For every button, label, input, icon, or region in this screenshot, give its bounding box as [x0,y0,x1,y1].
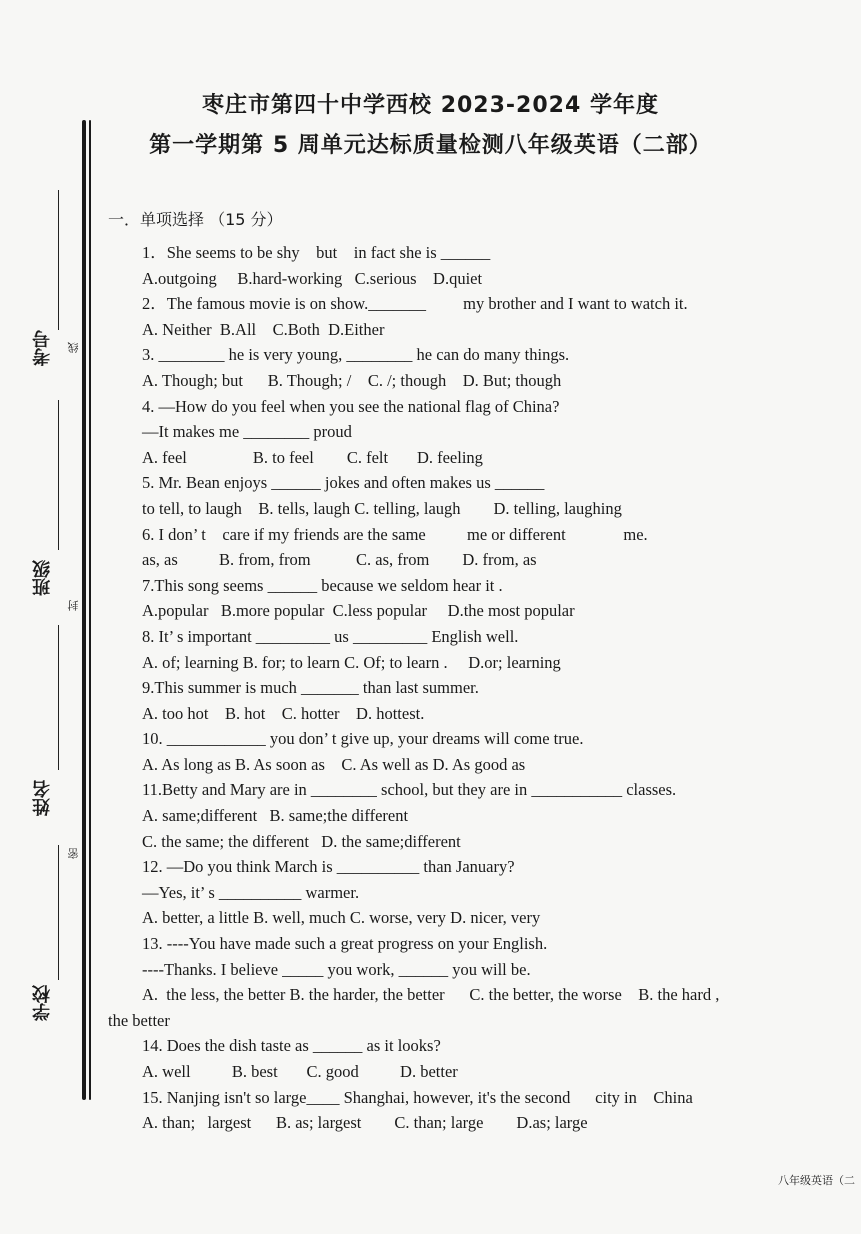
question-line: A.popular B.more popular C.less popular D.the most popular [142,601,575,621]
question-line: C. the same; the different D. the same;different [142,831,461,851]
question-line: 9.This summer is much _______ than last summer. [142,678,479,698]
side-label-class: 班级 [32,560,53,596]
question-line: A. feel B. to feel C. felt D. feeling [142,447,483,467]
binding-margin-line-thin [89,120,91,1100]
question-line: as, as B. from, from C. as, from D. from, as [142,550,537,570]
side-mark-feng: 封 [67,600,80,611]
side-mark-xian: 线 [67,342,80,353]
question-line: A. the less, the better B. the harder, the better C. the better, the worse B. the hard , [142,985,720,1005]
side-blank-school [58,845,59,980]
question-list [108,240,808,1136]
side-blank-name [58,625,59,770]
question-line: A. better, a little B. well, much C. worse, very D. nicer, very [142,908,541,928]
question-line: A. too hot B. hot C. hotter D. hottest. [142,703,425,723]
side-label-name: 姓名 [32,780,53,816]
question-line: 10. ____________ you don’ t give up, your dreams will come true. [142,729,584,749]
question-line: A. well B. best C. good D. better [142,1062,458,1081]
page-title-line2: 第一学期第 5 周单元达标质量检测八年级英语（二部） [149,133,712,158]
question-line: 13. ----You have made such a great progress on your English. [142,934,548,954]
page-footer-label: 八年级英语（二 [778,1174,855,1187]
question-line: —It makes me ________ proud [142,422,352,442]
question-line: 1．She seems to be shy but in fact she is ______ [142,243,491,262]
question-line: 7.This song seems ______ because we seldom hear it . [142,575,503,595]
question-line: A. of; learning B. for; to learn C. Of; to learn . D.or; learning [142,652,561,672]
question-line: A. Though; but B. Though; / C. /; though D. But; though [142,370,562,390]
question-line: 8. It’ s important _________ us _________ English well. [142,626,519,646]
question-line: 14. Does the dish taste as ______ as it looks? [142,1036,441,1056]
question-line: 12. —Do you think March is __________ than January? [142,857,515,877]
question-line: 5. Mr. Bean enjoys ______ jokes and often makes us ______ [142,473,545,493]
question-line: 6. I don’ t care if my friends are the same me or different me. [142,524,648,544]
side-blank-exam-number [58,190,59,330]
side-blank-class [58,400,59,550]
question-line: A. As long as B. As soon as C. As well as D. As good as [142,754,526,774]
question-line: A. Neither B.All C.Both D.Either [142,319,385,339]
question-line: the better [108,1010,170,1030]
side-label-school: 学校 [32,985,53,1021]
side-mark-mi: 密 [67,848,80,859]
question-line: 11.Betty and Mary are in ________ school, but they are in ___________ classes. [142,780,677,800]
question-line: A. than; largest B. as; largest C. than; large D.as; large [142,1113,588,1133]
page-title-line1: 枣庄市第四十中学西校 2023-2024 学年度 [202,93,659,118]
question-line: to tell, to laugh B. tells, laugh C. telling, laugh D. telling, laughing [142,498,622,518]
binding-margin-line [82,120,86,1100]
question-line: 3. ________ he is very young, ________ he can do many things. [142,345,570,365]
section-heading: 一．单项选择 （15 分） [108,210,283,229]
question-line: 15. Nanjing isn't so large____ Shanghai, however, it's the second city in China [142,1087,693,1107]
question-line: ----Thanks. I believe _____ you work, ______ you will be. [142,959,531,979]
side-label-exam-number: 考号 [32,330,53,366]
question-line: A. same;different B. same;the different [142,806,409,826]
question-line: 4. —How do you feel when you see the national flag of China? [142,396,560,416]
question-line: 2．The famous movie is on show._______ my brother and I want to watch it. [142,294,688,314]
question-line: A.outgoing B.hard-working C.serious D.quiet [142,268,483,288]
question-line: —Yes, it’ s __________ warmer. [142,882,360,902]
